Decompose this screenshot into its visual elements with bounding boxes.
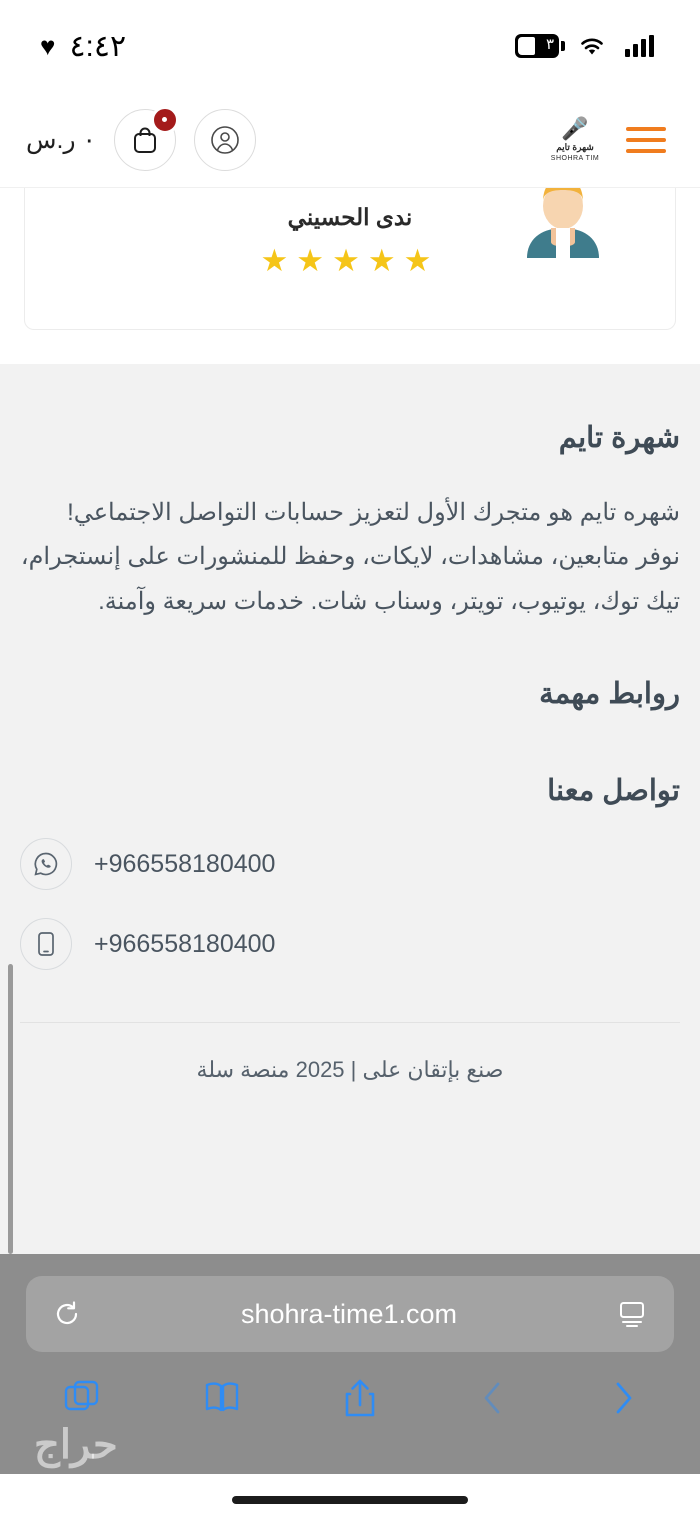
status-bar (0, 0, 700, 92)
logo-text-en: SHOHRA TIM (550, 154, 600, 162)
share-icon[interactable] (342, 1378, 378, 1418)
wifi-icon (577, 35, 607, 57)
contact-number: +966558180400 (94, 849, 276, 878)
battery-fill (518, 37, 535, 55)
review-stars: ★★★★★ (260, 243, 440, 278)
review-section (0, 188, 700, 364)
home-indicator[interactable] (232, 1496, 468, 1504)
site-footer (0, 364, 700, 1113)
contact-row[interactable] (20, 838, 680, 890)
site-header (0, 92, 700, 188)
cart-badge (151, 106, 179, 134)
reload-icon[interactable] (52, 1299, 82, 1329)
home-indicator-area (0, 1474, 700, 1518)
browser-bottom-bar (0, 1254, 700, 1474)
review-card (24, 188, 676, 330)
site-logo[interactable] (544, 112, 606, 168)
footer-about-section (20, 420, 680, 624)
footer-copyright: صنع بإتقان على | 2025 منصة سلة (20, 1022, 680, 1113)
footer-contact-section (20, 773, 680, 970)
header-right-group (544, 112, 666, 168)
tabs-icon[interactable] (62, 1379, 102, 1417)
battery-level: ٣ (545, 36, 554, 53)
heart-icon: ♥ (40, 31, 56, 61)
footer-links-section (20, 676, 680, 711)
status-bar-right (40, 29, 126, 64)
signal-bars-icon (625, 35, 654, 57)
battery-icon (515, 34, 559, 58)
header-left-group (26, 109, 256, 171)
footer-links-title: روابط مهمة (539, 678, 680, 711)
back-chevron-icon[interactable] (478, 1379, 508, 1417)
logo-mark-icon: 🎤 (561, 115, 589, 141)
footer-about-text: شهره تايم هو متجرك الأول لتعزيز حسابات التواصل الاجتماعي! نوفر متابعين، مشاهدات، لايكات، وحفظ للمنشورات على إنستجرام، تيك توك، يوتيوب، تويتر، وسناب شات. خدمات سريعة وآمنة. (20, 499, 680, 615)
contact-row[interactable] (20, 918, 680, 970)
footer-about-title: شهرة تايم (558, 422, 680, 454)
forward-chevron-icon[interactable] (608, 1379, 638, 1417)
browser-toolbar (26, 1352, 674, 1418)
logo-text-ar: شهرة تايم (556, 141, 594, 152)
reviewer-avatar (511, 188, 615, 258)
mobile-phone-icon[interactable] (20, 918, 72, 970)
shopping-bag-icon[interactable] (114, 109, 176, 171)
bookmarks-icon[interactable] (202, 1379, 242, 1417)
user-account-icon[interactable] (194, 109, 256, 171)
reader-view-icon[interactable] (616, 1300, 648, 1328)
reviewer-name: ندى الحسيني (287, 204, 413, 230)
footer-contact-title: تواصل معنا (547, 775, 680, 808)
status-bar-left (515, 34, 654, 58)
status-time: ٤:٤٢ (69, 29, 127, 63)
url-bar[interactable] (26, 1276, 674, 1352)
page-scrollbar[interactable] (8, 964, 13, 1254)
watermark: حراج (34, 1423, 118, 1467)
url-text[interactable]: shohra-time1.com (240, 1298, 458, 1329)
cart-total: ٠ ر.س (26, 125, 96, 154)
page-content (0, 188, 700, 1254)
whatsapp-icon[interactable] (20, 838, 72, 890)
contact-number: +966558180400 (94, 929, 276, 958)
hamburger-menu-icon[interactable] (626, 127, 666, 153)
